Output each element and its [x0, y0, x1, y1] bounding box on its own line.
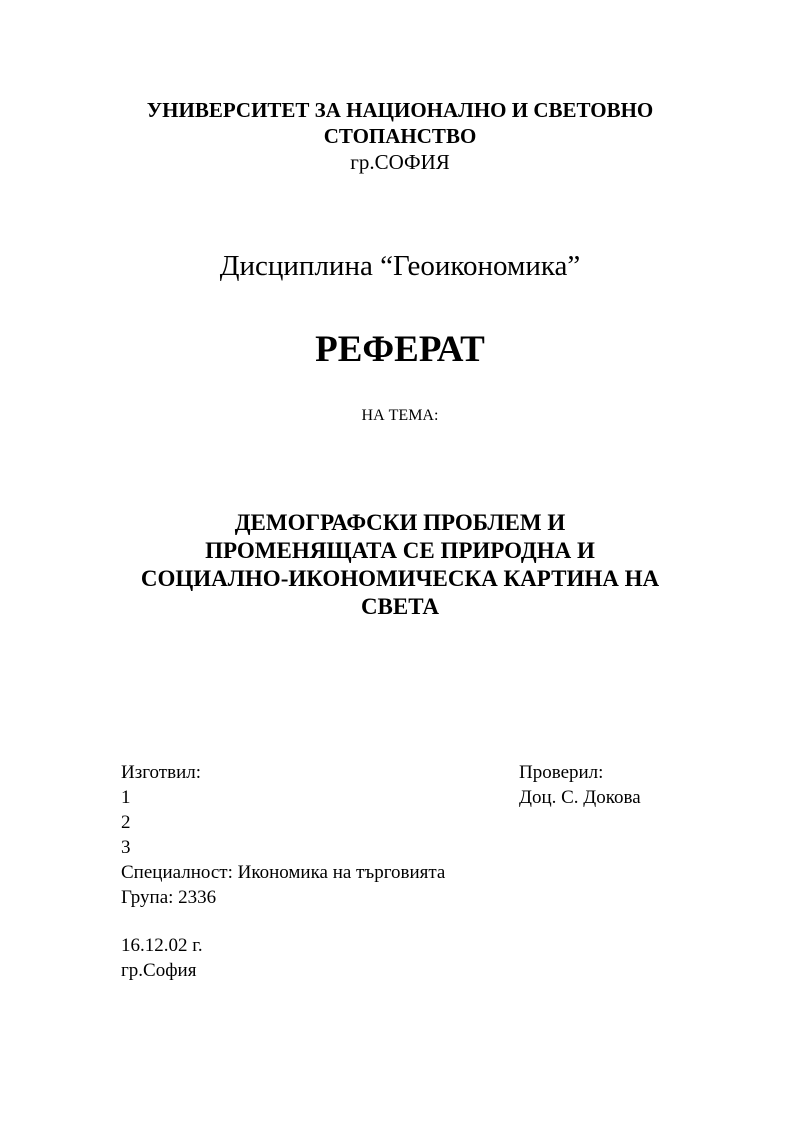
checked-by-block [519, 760, 641, 810]
university-name-line1: УНИВЕРСИТЕТ ЗА НАЦИОНАЛНО И СВЕТОВНО [146, 98, 654, 122]
author-3: 3 [121, 837, 131, 858]
checked-by-name: Доц. С. Докова [519, 787, 641, 808]
subject-label: НА ТЕМА: [361, 407, 439, 424]
discipline-title: Дисциплина “Геоикономика” [219, 250, 581, 282]
prepared-by-label: Изготвил: [121, 762, 201, 783]
university-header [100, 97, 700, 175]
document-date: 16.12.02 г. [121, 935, 203, 956]
prepared-by-block [121, 760, 445, 910]
checked-by-label: Проверил: [519, 762, 604, 783]
header-city: гр.СОФИЯ [350, 150, 450, 174]
group: Група: 2336 [121, 887, 217, 908]
footer-city: гр.София [121, 960, 197, 981]
topic-line-2: ПРОМЕНЯЩАТА СЕ ПРИРОДНА И [205, 538, 595, 563]
topic-line-1: ДЕМОГРАФСКИ ПРОБЛЕМ И [234, 510, 566, 535]
university-name-line2: СТОПАНСТВО [323, 124, 477, 148]
author-2: 2 [121, 812, 131, 833]
author-1: 1 [121, 787, 131, 808]
document-type-title: РЕФЕРАТ [315, 329, 485, 370]
specialty: Специалност: Икономика на търговията [121, 862, 446, 883]
topic-line-4: СВЕТА [360, 594, 440, 619]
topic-line-3: СОЦИАЛНО-ИКОНОМИЧЕСКА КАРТИНА НА [140, 566, 660, 591]
topic-title [110, 509, 690, 621]
footer-block [121, 933, 203, 983]
